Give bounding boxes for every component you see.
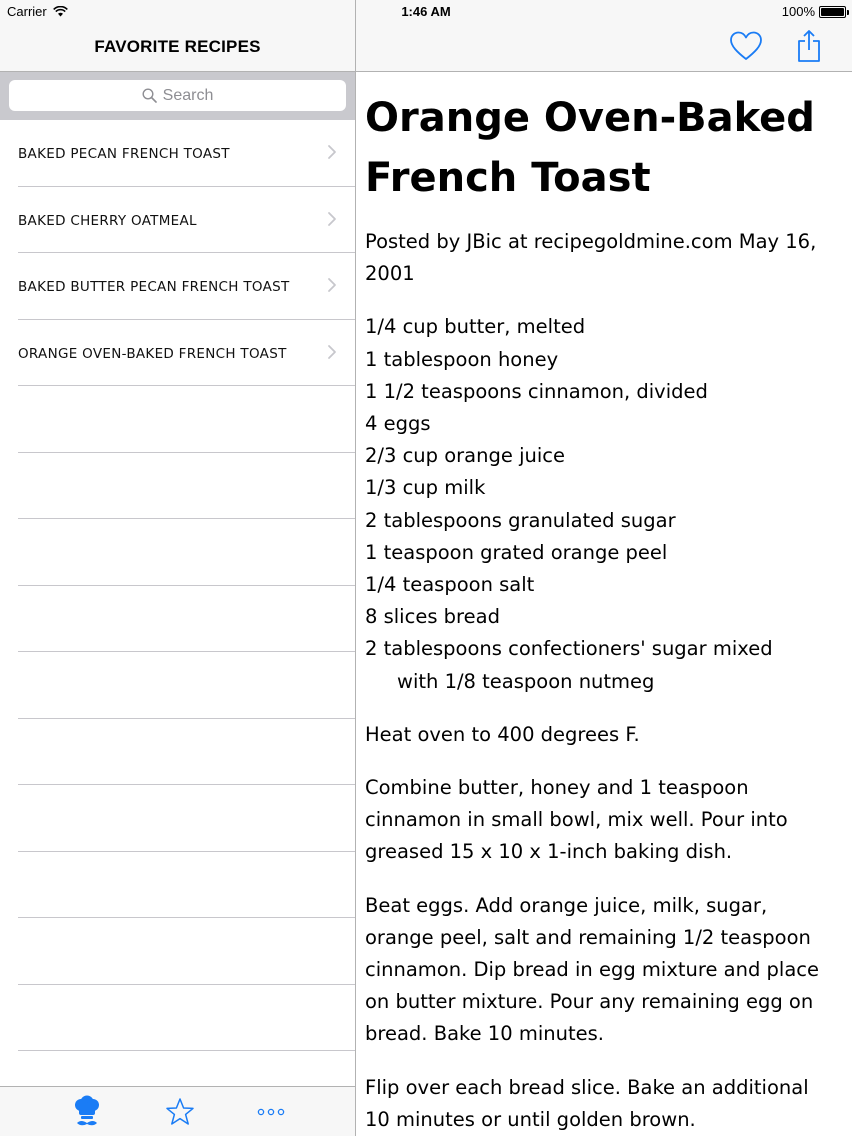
- star-icon: [165, 1097, 195, 1127]
- list-item-label: BAKED BUTTER PECAN FRENCH TOAST: [18, 279, 290, 295]
- tab-bar: [0, 1086, 355, 1136]
- ingredient-line: 1 teaspoon grated orange peel: [365, 540, 668, 564]
- ingredient-line: with 1/8 teaspoon nutmeg: [397, 669, 655, 693]
- recipe-byline: Posted by JBic at recipegoldmine.com May 16, 2001: [365, 230, 817, 286]
- carrier-label: Carrier: [7, 4, 47, 19]
- battery-icon: [819, 6, 846, 18]
- ingredient-line: 8 slices bread: [365, 605, 500, 629]
- search-icon: [142, 88, 157, 103]
- detail-pane: [356, 0, 852, 1136]
- ingredient-line: 2/3 cup orange juice: [365, 444, 565, 468]
- empty-row: [0, 586, 355, 653]
- ingredient-line: 1/4 cup butter, melted: [365, 315, 586, 339]
- list-item[interactable]: [0, 120, 355, 187]
- list-item-label: ORANGE OVEN-BAKED FRENCH TOAST: [18, 345, 287, 362]
- instruction-step: Flip over each bread slice. Bake an additional 10 minutes or until golden brown.: [365, 1075, 809, 1131]
- list-item-label: BAKED PECAN FRENCH TOAST: [18, 146, 230, 162]
- chevron-right-icon: [327, 277, 337, 293]
- status-time: 1:46 AM: [401, 4, 451, 19]
- master-title: FAVORITE RECIPES: [94, 37, 261, 56]
- tab-more[interactable]: [254, 1095, 288, 1129]
- chevron-right-icon: [327, 144, 337, 160]
- status-right: [782, 4, 846, 19]
- recipe-title: Orange Oven-Baked French Toast: [365, 95, 815, 201]
- empty-row: [0, 785, 355, 852]
- battery-percent: 100%: [781, 4, 815, 19]
- list-item[interactable]: [0, 253, 355, 320]
- recipe-content: [365, 88, 835, 1136]
- empty-row: [0, 519, 355, 586]
- ingredient-line: 2 tablespoons confectioners' sugar mixed: [365, 637, 773, 661]
- list-item[interactable]: [0, 320, 355, 387]
- share-button[interactable]: [794, 28, 824, 64]
- empty-row: [0, 386, 355, 453]
- more-icon: [256, 1107, 286, 1117]
- share-icon: [796, 29, 822, 63]
- empty-row: [0, 453, 355, 520]
- tab-favorites[interactable]: [163, 1095, 197, 1129]
- favorite-button[interactable]: [728, 28, 764, 64]
- ingredient-list: [365, 311, 835, 697]
- search-input[interactable]: [9, 80, 346, 111]
- instruction-step: Combine butter, honey and 1 teaspoon cinnamon in small bowl, mix well. Pour into greased 15 x 10 x 1-inch baking dish.: [365, 776, 788, 864]
- empty-row: [0, 918, 355, 985]
- instruction-list: [365, 719, 835, 1136]
- empty-row: [0, 985, 355, 1052]
- ingredient-line: 1 tablespoon honey: [365, 347, 559, 371]
- ingredient-line: 1/4 teaspoon salt: [365, 573, 535, 597]
- search-placeholder: Search: [162, 86, 214, 104]
- tab-recipes[interactable]: [70, 1095, 104, 1129]
- list-item-label: BAKED CHERRY OATMEAL: [18, 212, 197, 229]
- empty-row: [0, 852, 355, 919]
- ingredient-line: 4 eggs: [365, 412, 431, 436]
- ingredient-line: 1/3 cup milk: [365, 476, 486, 500]
- master-pane: [0, 0, 355, 1136]
- chevron-right-icon: [327, 211, 337, 227]
- chevron-right-icon: [327, 344, 337, 360]
- ingredient-line: 2 tablespoons granulated sugar: [365, 508, 676, 532]
- instruction-step: Beat eggs. Add orange juice, milk, sugar, orange peel, salt and remaining 1/2 teaspoon cinnamon. Dip bread in egg mixture and place on butter mixture. Pour any remaining egg on bread. Bake 10 minutes.: [365, 893, 820, 1046]
- empty-row: [0, 719, 355, 786]
- heart-icon: [729, 31, 763, 61]
- ingredient-line: 1 1/2 teaspoons cinnamon, divided: [365, 379, 708, 403]
- chef-hat-icon: [73, 1095, 101, 1129]
- status-bar: [0, 0, 852, 24]
- list-item[interactable]: [0, 187, 355, 254]
- instruction-step: Heat oven to 400 degrees F.: [365, 722, 640, 746]
- search-bar: [0, 72, 355, 120]
- recipe-list: [0, 120, 355, 1118]
- empty-row: [0, 652, 355, 719]
